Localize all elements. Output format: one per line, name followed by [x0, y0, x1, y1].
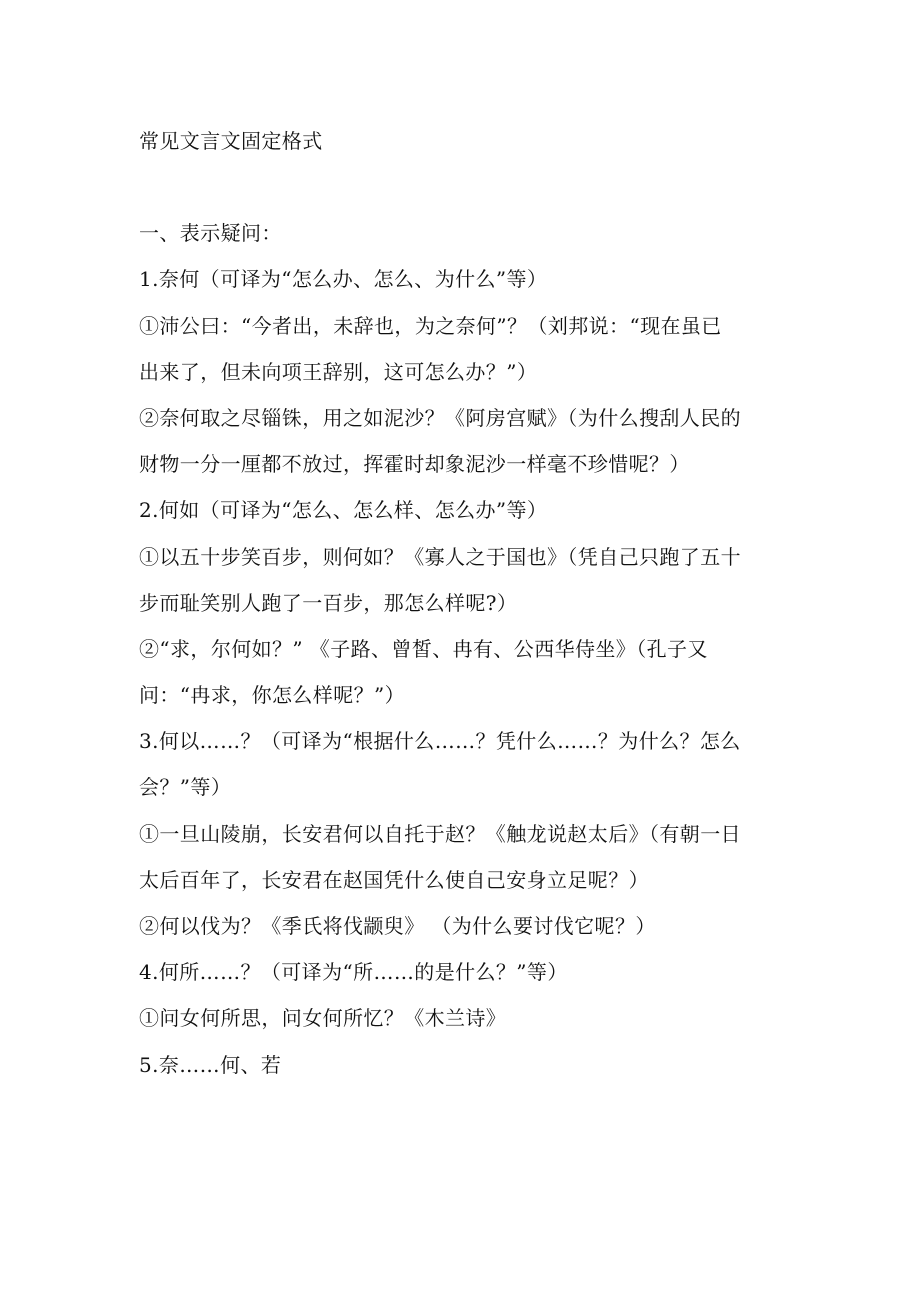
example-line: ①沛公曰：“今者出，未辞也，为之奈何”？（刘邦说：“现在虽已: [139, 313, 722, 338]
example-line: ②“求，尔何如？” 《子路、曾皙、冉有、公西华侍坐》（孔子又: [139, 636, 708, 661]
example-line: 出来了，但未向项王辞别，这可怎么办？”）: [139, 359, 538, 384]
example-line: ②何以伐为？《季氏将伐颛臾》 （为什么要讨伐它呢？）: [139, 914, 656, 938]
example-line: 财物一分一厘都不放过，挥霍时却象泥沙一样毫不珍惜呢？）: [139, 452, 690, 477]
example-line: 问：“冉求，你怎么样呢？”）: [139, 683, 406, 708]
example-line: ①问女何所思，问女何所忆？《木兰诗》: [139, 1006, 507, 1031]
example-line: ①一旦山陵崩，长安君何以自托于赵？《触龙说赵太后》（有朝一日: [139, 821, 741, 846]
example-line: 太后百年了，长安君在赵国凭什么使自己安身立足呢？）: [139, 867, 649, 892]
item-heading: 2.何如（可译为“怎么、怎么样、怎么办”等）: [139, 498, 548, 523]
example-line: 步而耻笑别人跑了一百步，那怎么样呢?）: [139, 590, 518, 615]
item-heading: 1.奈何（可译为“怎么办、怎么、为什么”等）: [139, 267, 548, 292]
document-body: [139, 118, 789, 1088]
section-heading: 一、表示疑问：: [139, 221, 282, 246]
document-title: 常见文言文固定格式: [139, 129, 323, 153]
item-heading: 5.奈……何、若: [139, 1052, 282, 1077]
item-heading: 4.何所……？（可译为“所……的是什么？”等）: [139, 960, 568, 985]
item-heading: 会？”等）: [139, 775, 232, 800]
example-line: ①以五十步笑百步，则何如？《寡人之于国也》（凭自己只跑了五十: [139, 544, 741, 569]
example-line: ②奈何取之尽锱铢，用之如泥沙？《阿房宫赋》（为什么搜刮人民的: [139, 405, 741, 430]
item-heading: 3.何以……？（可译为“根据什么……？凭什么……？为什么？怎么: [139, 729, 741, 754]
